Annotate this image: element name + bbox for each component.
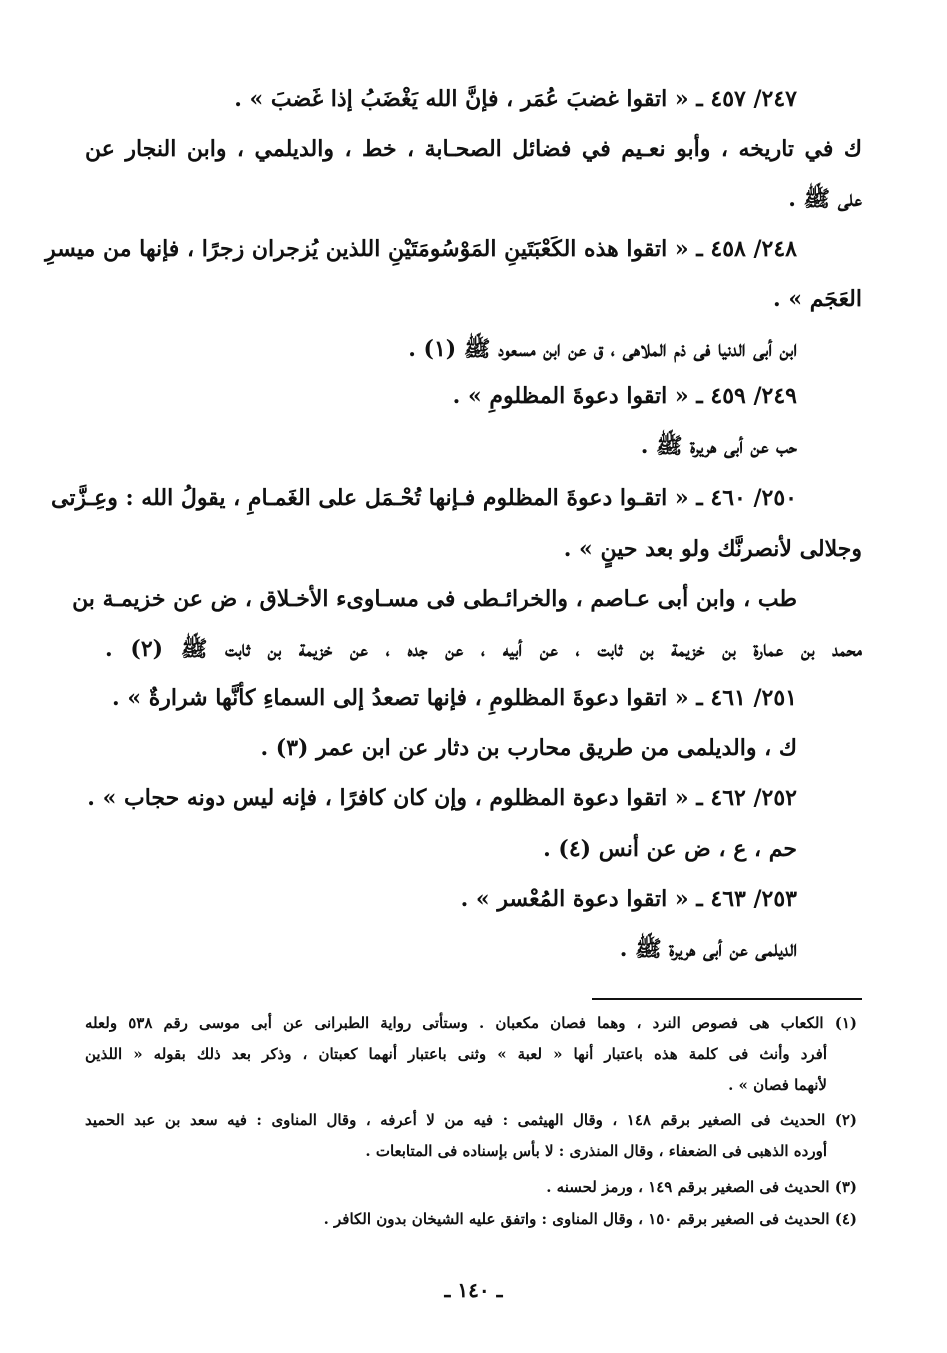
footnote-1-line-3: لأنهما فصان » . xyxy=(728,1076,827,1094)
source-line-252: حم ، ع ، ض عن أنس (٤) . xyxy=(543,836,797,862)
footnote-2-line-2: أورده الذهبى فى الضعفاء ، وقال المنذرى : لا بأس بإسناده فى المتابعات . xyxy=(365,1142,827,1160)
source-line-248: ابن أبى الدنيا فى ذم الملاهى ، ق عن ابن مسعود ﷺ (١) . xyxy=(408,336,797,362)
hadith-entry-247: ٢٤٧/ ٤٥٧ ـ « اتقوا غضبَ عُمَر ، فإنَّ الله يَغْضَبُ إذا غَضبَ » . xyxy=(234,86,797,112)
footnote-1-line-1: (١) الكعاب هى فصوص النرد ، وهما فصان مكعبان . وستأتى رواية الطبرانى عن أبى موسى رقم ٥٣٨ ولعله xyxy=(85,1014,858,1032)
source-line-247-b: على ﷺ . xyxy=(788,186,862,212)
footnote-2-line-1: (٢) الحديث فى الصغير برقم ١٤٨ ، وقال الهيثمى : فيه من لا أعرفه ، وقال المناوى : فيه سعد بن عبد الحميد xyxy=(85,1111,858,1129)
hadith-entry-248-a: ٢٤٨/ ٤٥٨ ـ « اتقوا هذه الكَعْبَتَينِ المَوْسُومَتَيْنِ اللذين يُزجران زجرًا ، فإنها من ميسرِ xyxy=(45,236,797,262)
hadith-entry-250-a: ٢٥٠/ ٤٦٠ ـ « اتقـوا دعوةَ المظلوم فـإنها تُحْـمَل على الغَمـامِ ، يقولُ الله : وعِـزَّتى xyxy=(51,485,797,511)
footnote-4: (٤) الحديث فى الصغير برقم ١٥٠ ، وقال المناوى : واتفق عليه الشيخان بدون الكافر . xyxy=(323,1210,857,1228)
source-line-253: الديلمى عن أبى هريرة ﷺ . xyxy=(619,936,797,962)
source-line-250-a: طب ، وابن أبى عـاصم ، والخرائـطى فى مسـاوىء الأخـلاق ، ض عن خزيمـة بن xyxy=(72,586,797,612)
hadith-entry-253: ٢٥٣/ ٤٦٣ ـ « اتقوا دعوة المُعْسر » . xyxy=(460,886,797,912)
hadith-entry-251: ٢٥١/ ٤٦١ ـ « اتقوا دعوةَ المظلومِ ، فإنها تصعدُ إلى السماءِ كأنَّها شرارةٌ » . xyxy=(112,685,797,711)
hadith-entry-249: ٢٤٩/ ٤٥٩ ـ « اتقوا دعوةَ المظلومِ » . xyxy=(452,383,797,409)
hadith-entry-252: ٢٥٢/ ٤٦٢ ـ « اتقوا دعوة المظلوم ، وإن كان كافرًا ، فإنه ليس دونه حجاب » . xyxy=(87,785,797,811)
footnote-divider xyxy=(592,998,862,1000)
footnote-1-line-2: أفرد وأنث فى كلمة هذه باعتبار أنها « لعبة » وثنى باعتبار أنهما كعبتان ، وذكر بعد ذلك بقوله « اللذين xyxy=(85,1045,827,1063)
hadith-entry-250-b: وجلالى لأنصرنَّك ولو بعد حينٍ » . xyxy=(563,536,862,562)
footnote-3: (٣) الحديث فى الصغير برقم ١٤٩ ، ورمز لحسنه . xyxy=(546,1178,857,1196)
hadith-entry-248-b: العَجَم » . xyxy=(773,286,862,312)
source-line-249: حب عن أبى هريرة ﷺ . xyxy=(640,433,797,459)
page-number: ـ ١٤٠ ـ xyxy=(444,1278,503,1302)
source-line-251: ك ، والديلمى من طريق محارب بن دثار عن ابن عمر (٣) . xyxy=(260,735,797,761)
source-line-247-a: ك في تاريخه ، وأبو نعـيم في فضائل الصحـابة ، خط ، والديلمي ، وابن النجار عن xyxy=(85,136,862,162)
source-line-250-b: محمد بن عمارة بن خزيمة بن ثابت ، عن أبيه ، عن جده ، عن خزيمة بن ثابت ﷺ (٢) . xyxy=(105,636,862,662)
